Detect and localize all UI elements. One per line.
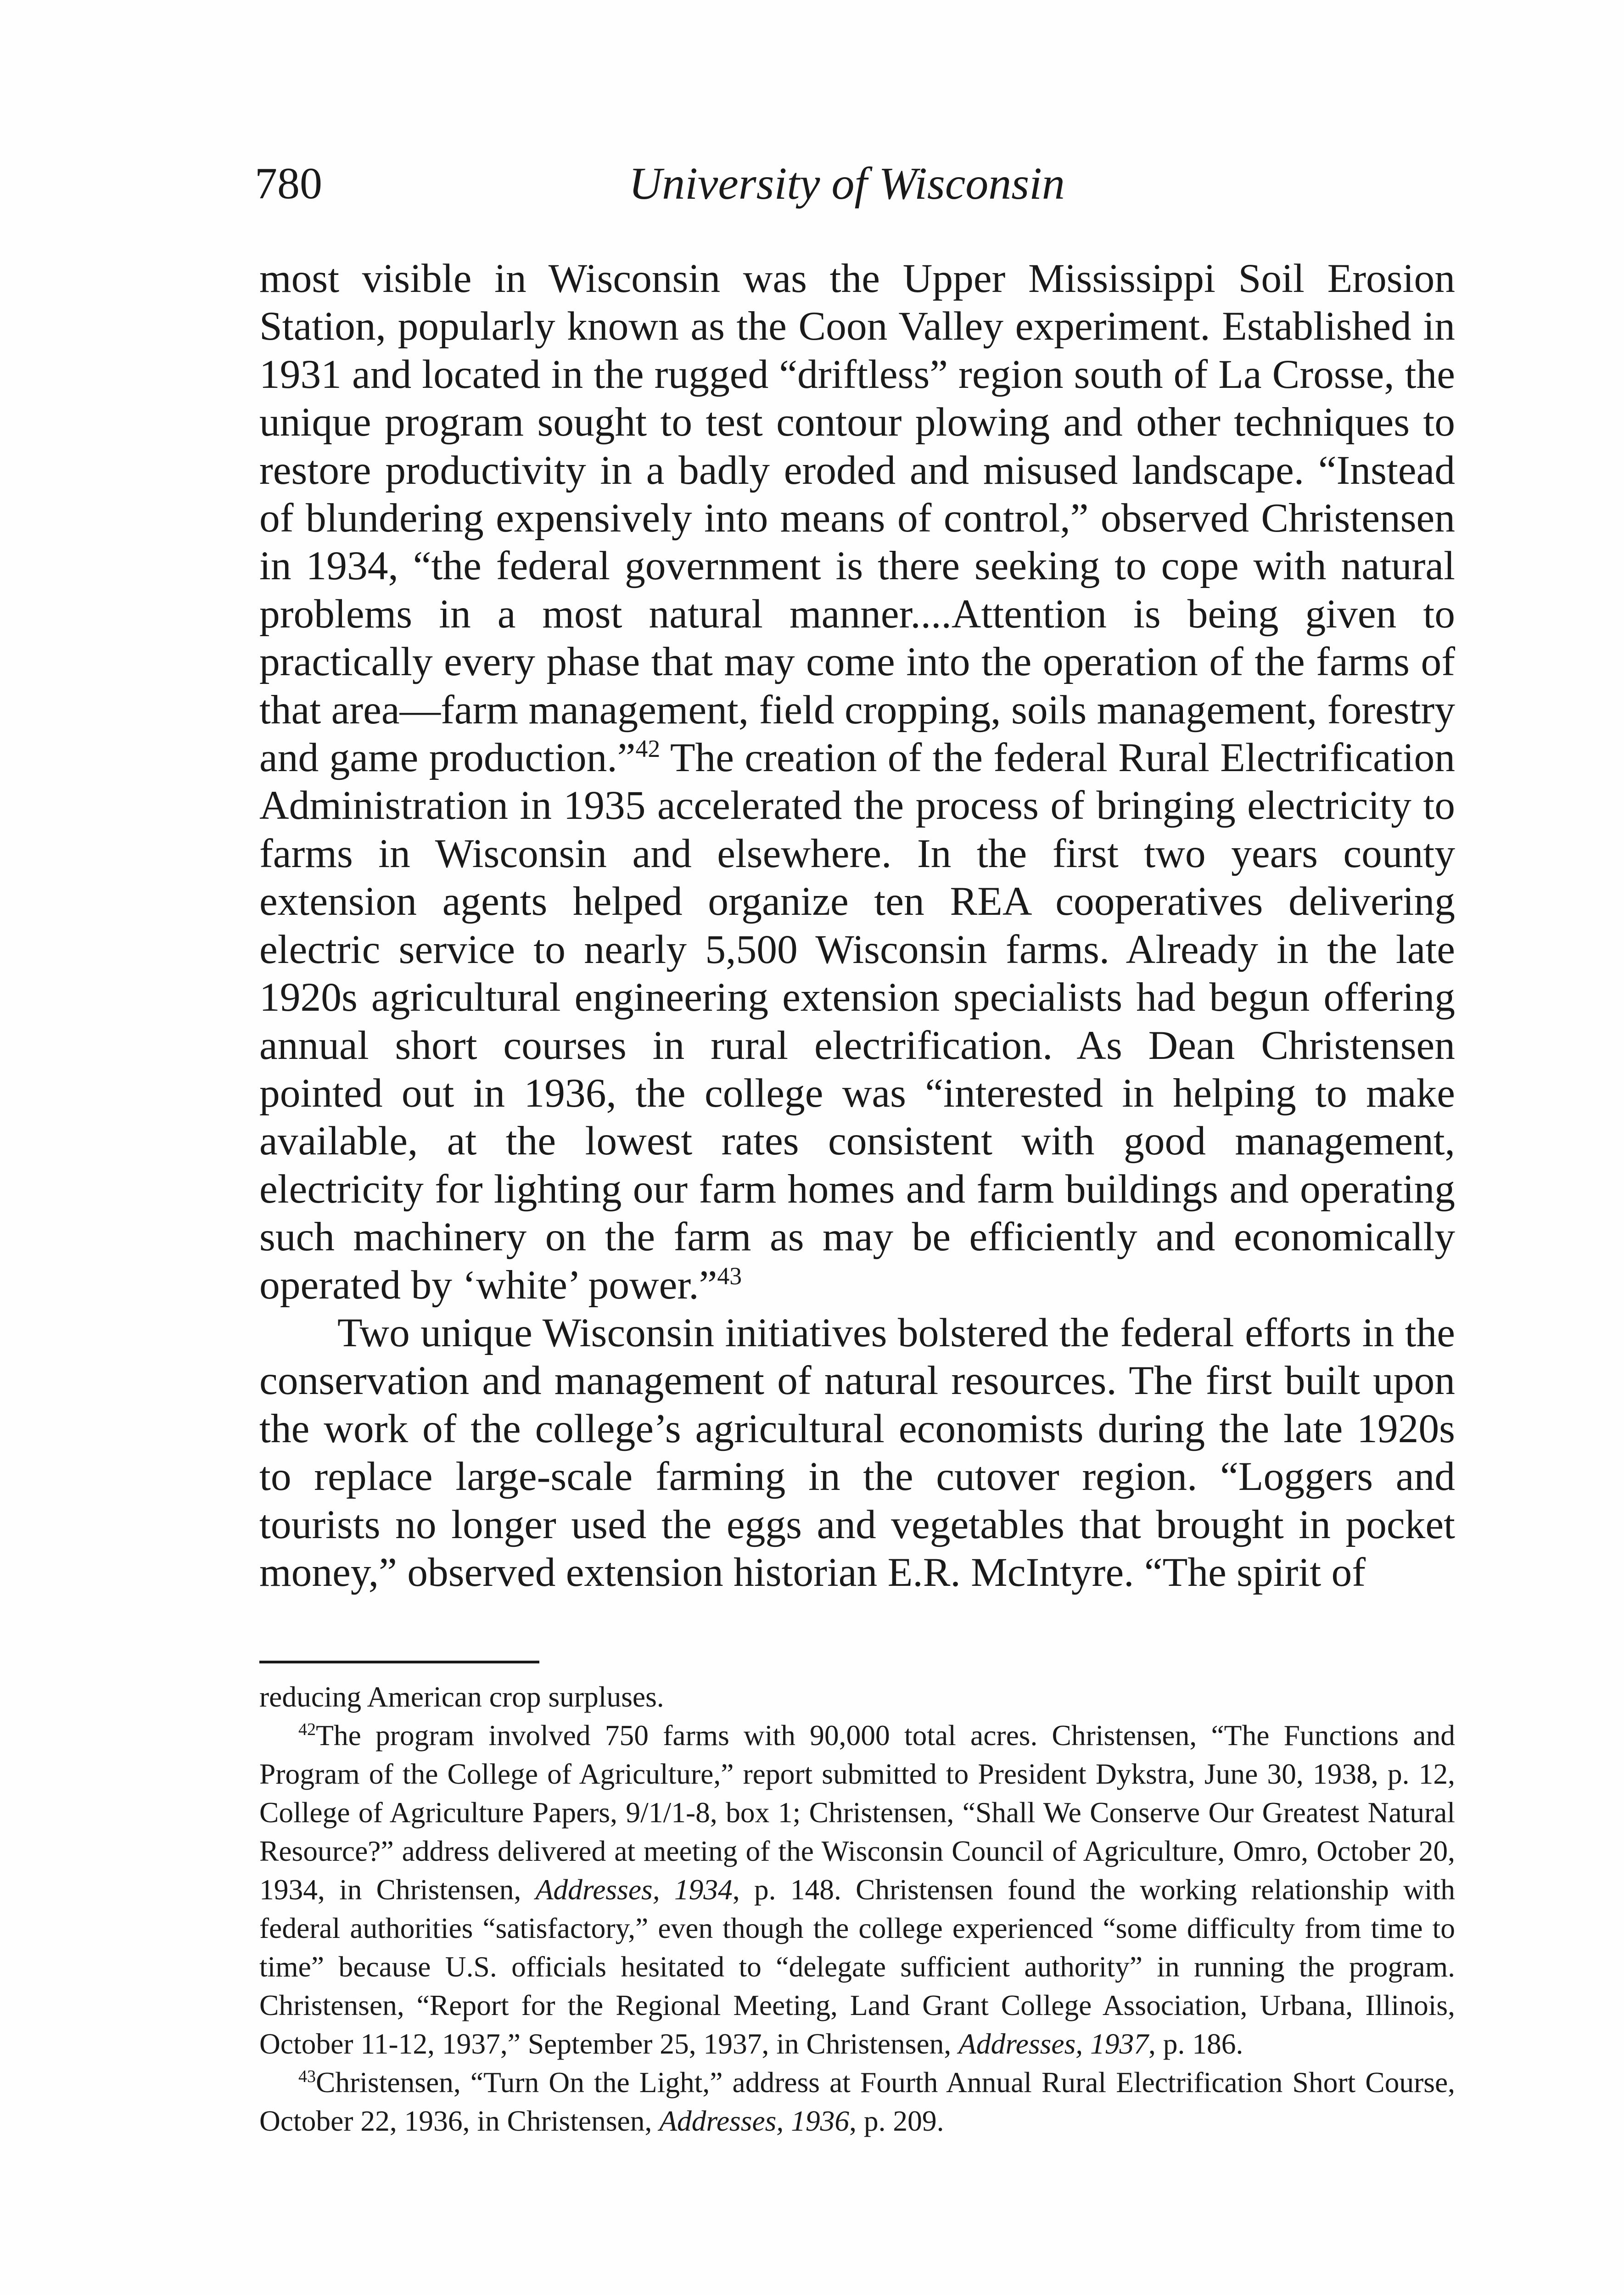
- footnote-reference: 43: [717, 1262, 742, 1290]
- body-paragraph: Two unique Wisconsin initiatives bolstered the federal efforts in the conservation and management of natural resources. The first built upon the work of the college’s agricultural economists during the late 1920s to replace large-scale farming in the cutover region. “Loggers and tourists no longer used the eggs and vegetables that brought in pocket money,” observed extension historian E.R. McIntyre. “The spirit of: [259, 1310, 1455, 1595]
- footnote-text: The program involved 750 farms with 90,000 total acres. Christensen, “The Functions and Program of the College of Agriculture,” report submitted to President Dykstra, June 30, 1938, p. 12, College of Agriculture Papers, 9/1/1-8, box 1; Christensen, “Shall We Conserve Our Greatest Natural Resource?” address delivered at meeting of the Wisconsin Council of Agriculture, Omro, October 20, 1934, in Christensen,: [259, 1719, 1455, 1906]
- page-number: 780: [255, 159, 322, 208]
- main-text: [259, 255, 1455, 1596]
- footnote-reference: 42: [635, 735, 661, 763]
- body-paragraph: [259, 255, 1455, 1309]
- running-head: University of Wisconsin: [629, 158, 1065, 209]
- footnote-43: [259, 2063, 1455, 2140]
- footnotes: [259, 1678, 1455, 2140]
- footnote-text: Christensen, “Turn On the Light,” address at Fourth Annual Rural Electrification Short Course, October 22, 1936, in Christensen,: [259, 2066, 1455, 2137]
- footnote-text: , p. 148. Christensen found the working relationship with federal authorities “satisfactory,” even though the college experienced “some difficulty from time to time” because U.S. officials hesitated to “delegate sufficient authority” in running the program. Christensen, “Report for the Regional Meeting, Land Grant College Association, Urbana, Illinois, October 11-12, 1937,” September 25, 1937, in Christensen,: [259, 1873, 1455, 2060]
- footnote-continuation: reducing American crop surpluses.: [259, 1680, 664, 1713]
- citation-title: Addresses, 1934: [535, 1873, 733, 1906]
- footnote-number: 42: [298, 1719, 316, 1739]
- footnote-divider: [259, 1661, 539, 1663]
- citation-title: Addresses, 1937: [958, 2027, 1149, 2060]
- footnote-text: , p. 209.: [849, 2105, 944, 2137]
- footnote-text: , p. 186.: [1148, 2027, 1243, 2060]
- footnote-42: [259, 1716, 1455, 2063]
- paragraph-text: most visible in Wisconsin was the Upper Mississippi Soil Erosion Station, popularly known as the Coon Valley experiment. Established in 1931 and located in the rugged “driftless” region south of La Crosse, the unique program sought to test contour plowing and other techniques to restore productivity in a badly eroded and misused landscape. “Instead of blundering expensively into means of control,” observed Christensen in 1934, “the federal government is there seeking to cope with natural problems in a most natural manner....Attention is being given to practically every phase that may come into the operation of the farms of that area—farm management, field cropping, soils management, forestry and game production.”: [259, 256, 1455, 781]
- paragraph-text: The creation of the federal Rural Electrification Administration in 1935 accelerated the process of bringing electricity to farms in Wisconsin and elsewhere. In the first two years county extension agents helped organize ten REA cooperatives delivering electric service to nearly 5,500 Wisconsin farms. Already in the late 1920s agricultural engineering extension specialists had begun offering annual short courses in rural electrification. As Dean Christensen pointed out in 1936, the college was “interested in helping to make available, at the lowest rates consistent with good management, electricity for lighting our farm homes and farm buildings and operating such machinery on the farm as may be efficiently and economically operated by ‘white’ power.”: [259, 735, 1455, 1308]
- citation-title: Addresses, 1936: [659, 2105, 850, 2137]
- footnote-number: 43: [298, 2066, 316, 2086]
- page-header: [255, 156, 1448, 220]
